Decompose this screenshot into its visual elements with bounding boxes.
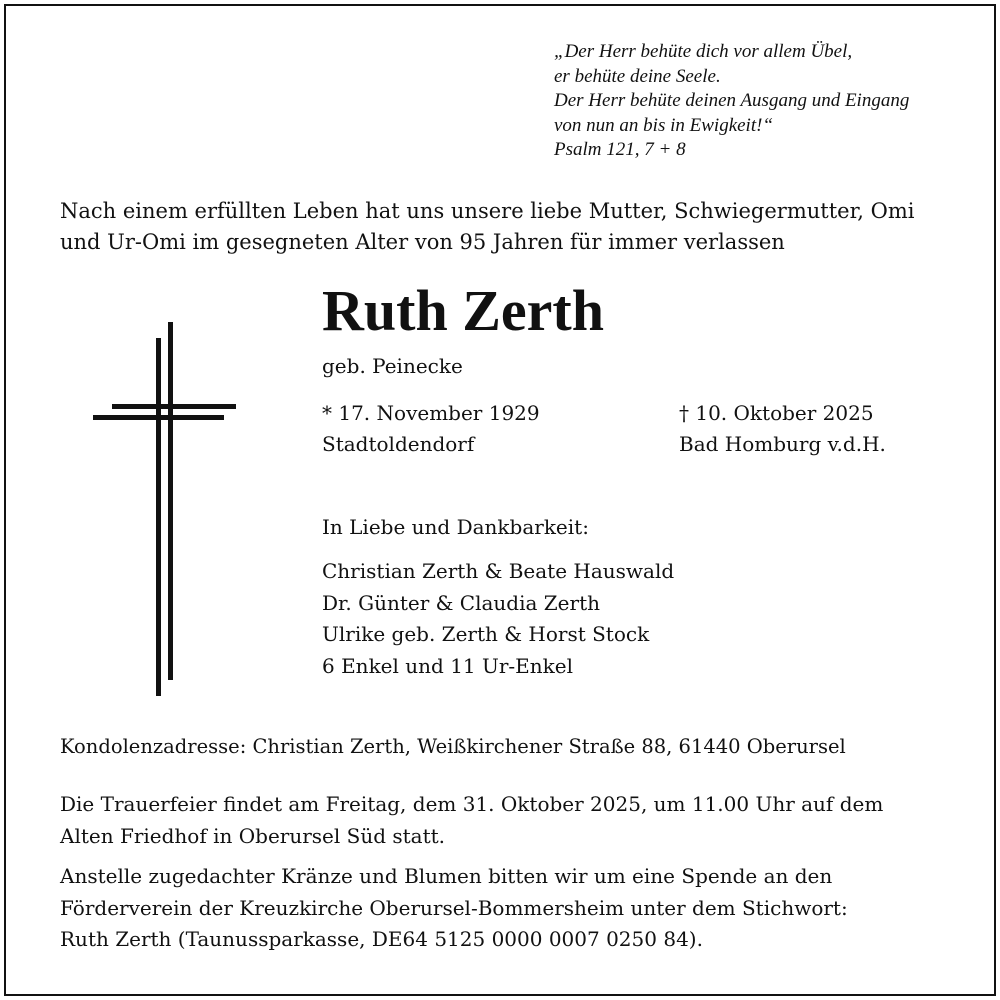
donation-line: Ruth Zerth (Taunussparkasse, DE64 5125 0000 0007 0250 84).	[60, 927, 703, 951]
quote-line: Der Herr behüte deinen Ausgang und Eingang	[554, 90, 910, 111]
intro-line: und Ur-Omi im gesegneten Alter von 95 Jahren für immer verlassen	[60, 230, 785, 254]
funeral-line: Alten Friedhof in Oberursel Süd statt.	[60, 823, 446, 848]
cross-icon	[92, 320, 238, 700]
death-info	[679, 398, 886, 460]
death-place: Bad Homburg v.d.H.	[679, 432, 886, 456]
psalm-quote	[554, 40, 974, 163]
donation-info	[60, 861, 848, 956]
condolence-address: Kondolenzadresse: Christian Zerth, Weißkirchener Straße 88, 61440 Oberursel	[60, 735, 846, 758]
mourner-name: 6 Enkel und 11 Ur-Enkel	[322, 653, 574, 678]
quote-line: von nun an bis in Ewigkeit!“	[554, 114, 774, 136]
birth-info	[322, 398, 540, 460]
deceased-name: Ruth Zerth	[322, 278, 604, 343]
mourner-name: Ulrike geb. Zerth & Horst Stock	[322, 622, 650, 646]
mourners-list	[322, 556, 674, 682]
quote-line: er behüte deine Seele.	[554, 65, 721, 87]
intro-line: Nach einem erfüllten Leben hat uns unsere liebe Mutter, Schwiegermutter, Omi	[60, 199, 915, 223]
donation-line: Förderverein der Kreuzkirche Oberursel-Bommersheim unter dem Stichwort:	[60, 895, 848, 920]
donation-line: Anstelle zugedachter Kränze und Blumen bitten wir um eine Spende an den	[60, 864, 833, 888]
funeral-line: Die Trauerfeier findet am Freitag, dem 31. Oktober 2025, um 11.00 Uhr auf dem	[60, 792, 884, 816]
quote-source: Psalm 121, 7 + 8	[554, 139, 686, 160]
mourners-heading: In Liebe und Dankbarkeit:	[322, 515, 589, 539]
funeral-info	[60, 789, 883, 852]
quote-line: „Der Herr behüte dich vor allem Übel,	[554, 41, 853, 62]
death-date: † 10. Oktober 2025	[679, 401, 874, 425]
maiden-name: geb. Peinecke	[322, 354, 463, 378]
intro-text	[60, 196, 960, 258]
birth-date: * 17. November 1929	[322, 401, 540, 425]
mourner-name: Christian Zerth & Beate Hauswald	[322, 559, 675, 583]
birth-place: Stadtoldendorf	[322, 432, 475, 456]
mourner-name: Dr. Günter & Claudia Zerth	[322, 590, 600, 615]
